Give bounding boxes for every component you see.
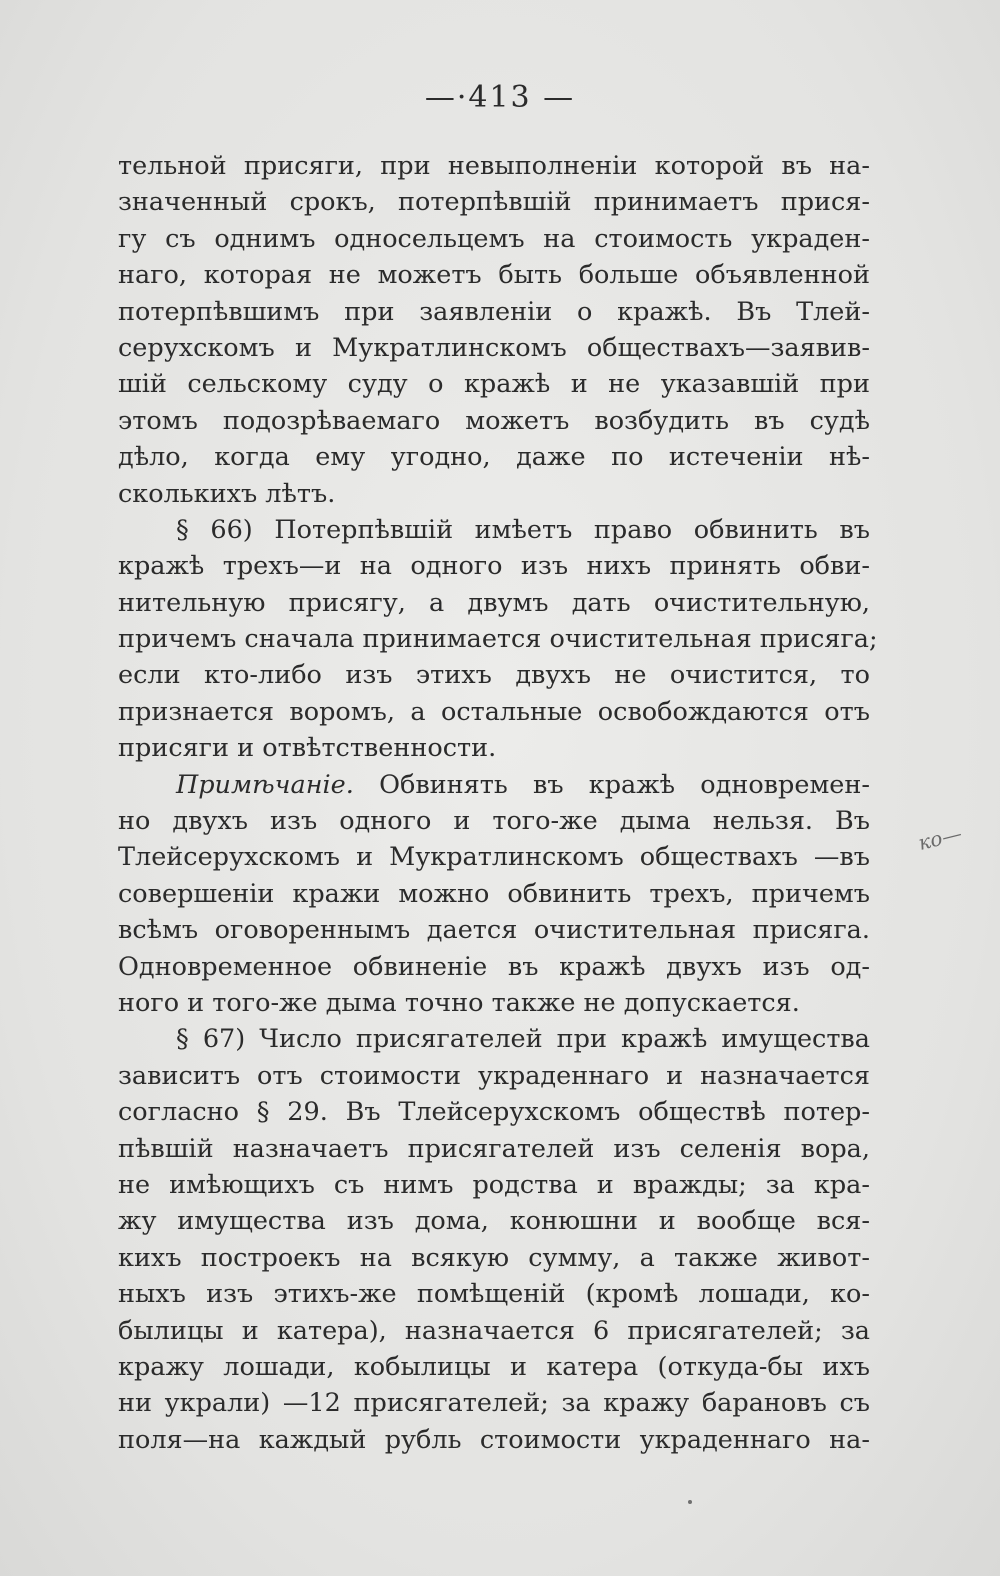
text-line: Тлейсерухскомъ и Мукратлинскомъ обществахъ —въ bbox=[118, 842, 870, 873]
text-line: но двухъ изъ одного и того-же дыма нельзя. Въ bbox=[118, 806, 870, 837]
text-line: гу съ однимъ односельцемъ на стоимость украден- bbox=[118, 223, 870, 254]
text-line: нительную присягу, а двумъ дать очистительную, bbox=[118, 587, 870, 618]
text-line: серухскомъ и Мукратлинскомъ обществахъ—заявив- bbox=[118, 332, 870, 363]
note-label: Примѣчаніе. bbox=[176, 769, 354, 800]
text-line: кихъ построекъ на всякую сумму, а также живот- bbox=[118, 1242, 870, 1273]
text-line: значенный срокъ, потерпѣвшій принимаетъ прися- bbox=[118, 187, 870, 218]
text-line: тельной присяги, при невыполненіи которой въ на- bbox=[118, 151, 870, 181]
text-line: шій сельскому суду о кражѣ и не указавшій при bbox=[118, 369, 870, 400]
paragraph bbox=[118, 148, 870, 512]
paragraph-section-66 bbox=[118, 512, 878, 767]
text-line: § 67) Число присягателей при кражѣ имущества bbox=[176, 1024, 870, 1055]
text-line: согласно § 29. Въ Тлейсерухскомъ обществѣ потер- bbox=[118, 1097, 870, 1128]
paragraph-section-67 bbox=[118, 1021, 870, 1458]
text-line: поля—на каждый рубль стоимости украденнаго на- bbox=[118, 1424, 870, 1455]
paragraph-note bbox=[118, 767, 870, 1022]
body-text bbox=[118, 148, 878, 1458]
text-line: причемъ сначала принимается очистительная присяга; bbox=[118, 624, 878, 655]
text-line: пѣвшій назначаетъ присягателей изъ селенія вора, bbox=[118, 1133, 870, 1164]
text-line: кражѣ трехъ—и на одного изъ нихъ принять обви- bbox=[118, 551, 870, 582]
text-line: если кто-либо изъ этихъ двухъ не очистится, то bbox=[118, 660, 870, 691]
text-line: потерпѣвшимъ при заявленіи о кражѣ. Въ Тлей- bbox=[118, 296, 870, 327]
text-line: не имѣющихъ съ нимъ родства и вражды; за кра- bbox=[118, 1169, 870, 1200]
text-line: этомъ подозрѣваемаго можетъ возбудить въ судѣ bbox=[118, 405, 870, 436]
text-line: сколькихъ лѣтъ. bbox=[118, 478, 336, 509]
text-line: зависитъ отъ стоимости украденнаго и назначается bbox=[118, 1060, 870, 1091]
text-line: Одновременное обвиненіе въ кражѣ двухъ изъ од- bbox=[118, 951, 870, 982]
page-number: —·413 — bbox=[424, 80, 576, 115]
text-line: ни украли) —12 присягателей; за кражу барановъ съ bbox=[118, 1388, 870, 1419]
text-line: ныхъ изъ этихъ-же помѣщеній (кромѣ лошади, ко- bbox=[118, 1279, 870, 1310]
text-line bbox=[118, 767, 870, 803]
text-line: признается воромъ, а остальные освобождаются отъ bbox=[118, 696, 870, 727]
text-line: совершеніи кражи можно обвинить трехъ, причемъ bbox=[118, 878, 870, 909]
text-line: всѣмъ оговореннымъ дается очистительная присяга. bbox=[118, 915, 870, 946]
text-line: былицы и катера), назначается 6 присягателей; за bbox=[118, 1315, 870, 1346]
margin-handwritten-note: ко— bbox=[915, 821, 965, 855]
ink-spot bbox=[688, 1500, 692, 1504]
text-line: ного и того-же дыма точно также не допускается. bbox=[118, 987, 800, 1018]
note-text: Обвинять въ кражѣ одновремен- bbox=[353, 769, 870, 800]
text-line: наго, которая не можетъ быть больше объявленной bbox=[118, 260, 870, 291]
text-line: присяги и отвѣтственности. bbox=[118, 733, 497, 764]
text-line: кражу лошади, кобылицы и катера (откуда-бы ихъ bbox=[118, 1351, 870, 1382]
text-line: жу имущества изъ дома, конюшни и вообще вся- bbox=[118, 1206, 870, 1237]
text-line: дѣло, когда ему угодно, даже по истеченіи нѣ- bbox=[118, 442, 870, 473]
text-line: § 66) Потерпѣвшій имѣетъ право обвинить въ bbox=[176, 514, 870, 545]
